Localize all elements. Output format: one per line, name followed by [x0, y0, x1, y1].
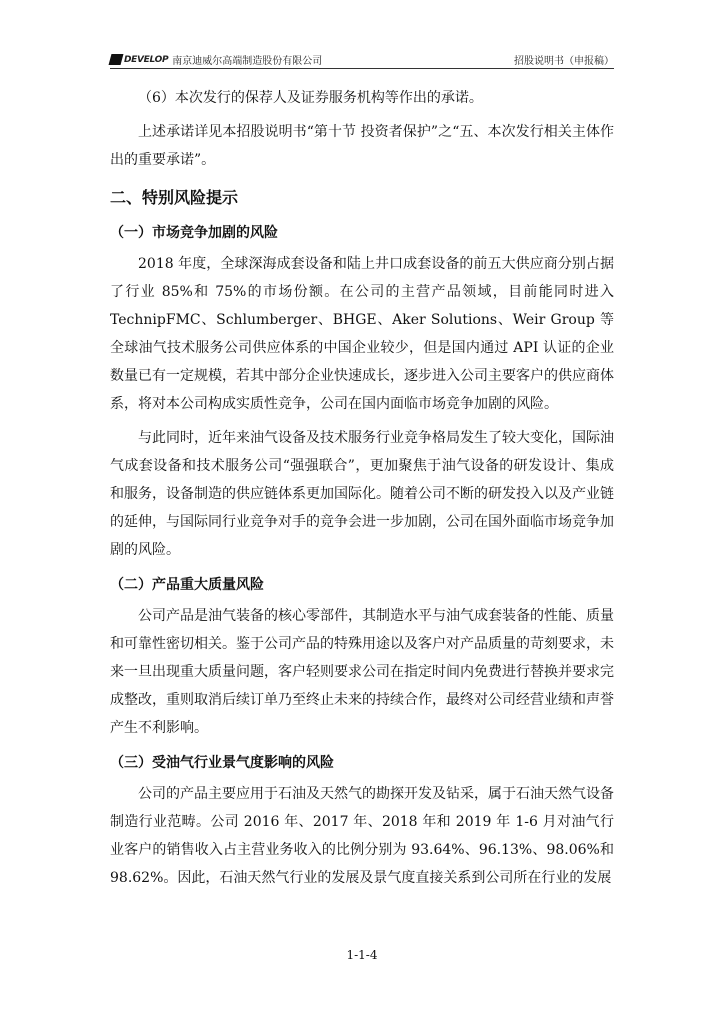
- logo-icon: [109, 54, 124, 65]
- subsection-title-industry-cycle: （三）受油气行业景气度影响的风险: [110, 755, 334, 771]
- page-number: 1-1-4: [346, 948, 378, 962]
- subsection-title-market-competition: （一）市场竞争加剧的风险: [110, 225, 278, 241]
- company-name: 南京迪威尔高端制造股份有限公司: [172, 56, 323, 67]
- paragraph-industry-cycle: 公司的产品主要应用于石油及天然气的勘探开发及钻采，属于石油天然气设备制造行业范畴。公司 2016 年、2017 年、2018 年和 2019 年 1-6 月对油气行业客户的销售收入占主营业务收入的比例分别为 93.64%、96.13%、98.06%和98.62%。因此，石油天然气行业的发展及景气度直接关系到公司所在行业的发展: [110, 786, 614, 886]
- page-header: [110, 50, 614, 69]
- paragraph-quality-risk: 公司产品是油气装备的核心零部件，其制造水平与油气成套装备的性能、质量和可靠性密切相关。鉴于公司产品的特殊用途以及客户对产品质量的苛刻要求，未来一旦出现重大质量问题，客户轻则要求公司在指定时间内免费进行替换并要求完成整改，重则取消后续订单乃至终止未来的持续合作，最终对公司经营业绩和声誉产生不利影响。: [110, 608, 614, 736]
- company-logo: [110, 52, 322, 67]
- paragraph-market-competition-1: 2018 年度，全球深海成套设备和陆上井口成套设备的前五大供应商分别占据了行业 85%和 75%的市场份额。在公司的主营产品领域，目前能同时进入TechnipFMC、Schlumberger、BHGE、Aker Solutions、Weir Group 等全球油气技术服务公司供应体系的中国企业较少，但是国内通过 API 认证的企业数量已有一定规模，若其中部分企业快速成长，逐步进入公司主要客户的供应商体系，将对本公司构成实质性竞争，公司在国内面临市场竞争加剧的风险。: [110, 256, 614, 412]
- logo-text: DEVELOP: [124, 54, 169, 65]
- document-name: 招股说明书（申报稿）: [514, 56, 614, 67]
- section-title: 二、特别风险提示: [110, 188, 239, 207]
- paragraph-commitment-reference: 上述承诺详见本招股说明书“第十节 投资者保护”之“五、本次发行相关主体作出的重要承诺”。: [110, 124, 614, 168]
- subsection-title-quality-risk: （二）产品重大质量风险: [110, 577, 264, 593]
- paragraph-market-competition-2: 与此同时，近年来油气设备及技术服务行业竞争格局发生了较大变化，国际油气成套设备和技术服务公司“强强联合”，更加聚焦于油气设备的研发设计、集成和服务，设备制造的供应链体系更加国际化。随着公司不断的研发投入以及产业链的延伸，与国际同行业竞争对手的竞争会进一步加剧，公司在国外面临市场竞争加剧的风险。: [110, 430, 614, 558]
- paragraph-commitment-item: （6）本次发行的保荐人及证券服务机构等作出的承诺。: [138, 90, 483, 106]
- main-content: [110, 84, 614, 892]
